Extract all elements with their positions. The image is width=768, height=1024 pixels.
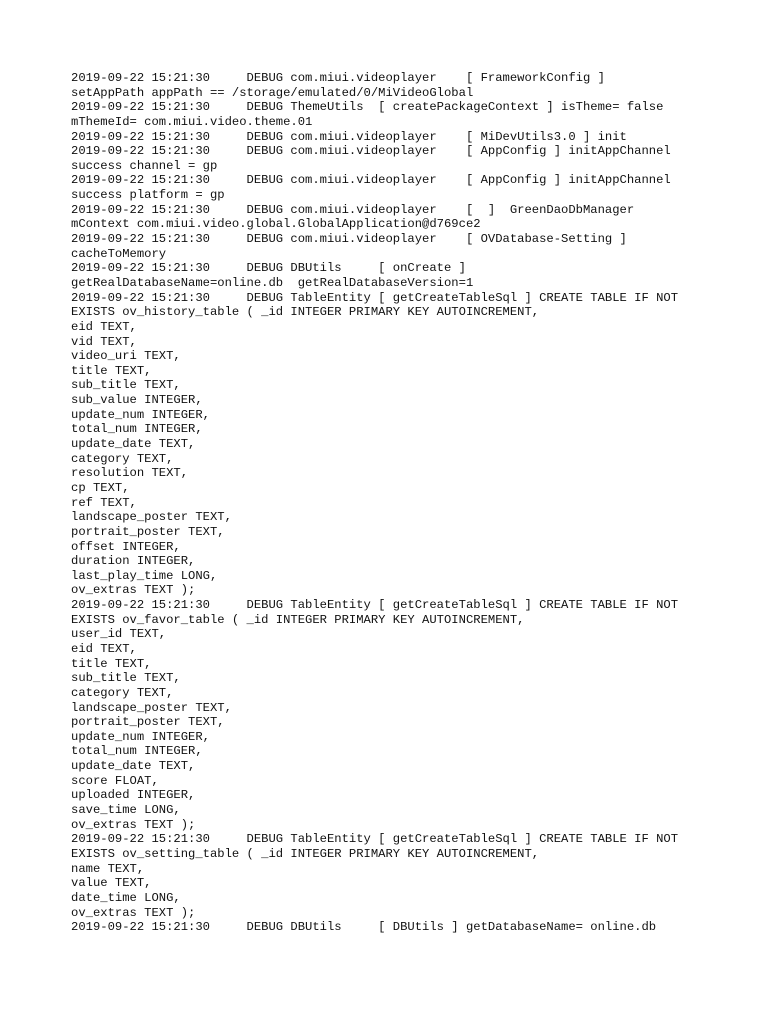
log-line: ov_extras TEXT ); <box>71 905 196 920</box>
log-line: update_date TEXT, <box>71 759 196 774</box>
log-line: offset INTEGER, <box>71 539 181 554</box>
log-line: ov_extras TEXT ); <box>71 817 196 832</box>
log-line: success platform = gp <box>71 188 225 203</box>
log-line: 2019-09-22 15:21:30 DEBUG DBUtils [ onCreate ] <box>71 261 466 276</box>
log-line: update_num INTEGER, <box>71 407 210 422</box>
log-line: eid TEXT, <box>71 319 137 334</box>
log-line: total_num INTEGER, <box>71 744 203 759</box>
log-line: vid TEXT, <box>71 334 137 349</box>
log-line: eid TEXT, <box>71 641 137 656</box>
log-line: sub_title TEXT, <box>71 671 181 686</box>
log-line: EXISTS ov_favor_table ( _id INTEGER PRIMARY KEY AUTOINCREMENT, <box>71 612 525 627</box>
log-line: sub_title TEXT, <box>71 378 181 393</box>
log-line: title TEXT, <box>71 656 152 671</box>
log-line: 2019-09-22 15:21:30 DEBUG com.miui.videoplayer [ FrameworkConfig ] <box>71 71 605 85</box>
log-line: mThemeId= com.miui.video.theme.01 <box>71 114 313 129</box>
log-line: 2019-09-22 15:21:30 DEBUG com.miui.videoplayer [ ] GreenDaoDbManager <box>71 202 635 217</box>
log-line: 2019-09-22 15:21:30 DEBUG TableEntity [ getCreateTableSql ] CREATE TABLE IF NOT <box>71 290 679 305</box>
log-line: 2019-09-22 15:21:30 DEBUG com.miui.videoplayer [ AppConfig ] initAppChannel <box>71 173 671 188</box>
log-line: title TEXT, <box>71 363 152 378</box>
log-line: EXISTS ov_setting_table ( _id INTEGER PRIMARY KEY AUTOINCREMENT, <box>71 846 540 861</box>
log-line: total_num INTEGER, <box>71 422 203 437</box>
log-line: 2019-09-22 15:21:30 DEBUG TableEntity [ getCreateTableSql ] CREATE TABLE IF NOT <box>71 832 679 847</box>
log-line: success channel = gp <box>71 158 218 173</box>
log-line: portrait_poster TEXT, <box>71 715 225 730</box>
log-line: getRealDatabaseName=online.db getRealDatabaseVersion=1 <box>71 275 474 290</box>
log-line: setAppPath appPath == /storage/emulated/0/MiVideoGlobal <box>71 85 474 100</box>
log-line: ov_extras TEXT ); <box>71 583 196 598</box>
log-line: user_id TEXT, <box>71 627 167 642</box>
log-line: category TEXT, <box>71 451 174 466</box>
log-line: sub_value INTEGER, <box>71 393 203 408</box>
log-line: ref TEXT, <box>71 495 137 510</box>
log-line: save_time LONG, <box>71 803 181 818</box>
log-line: update_num INTEGER, <box>71 729 210 744</box>
log-line: landscape_poster TEXT, <box>71 510 232 525</box>
log-line: name TEXT, <box>71 861 145 876</box>
log-line: mContext com.miui.video.global.GlobalApplication@d769ce2 <box>71 217 481 232</box>
log-line: 2019-09-22 15:21:30 DEBUG TableEntity [ getCreateTableSql ] CREATE TABLE IF NOT <box>71 598 679 613</box>
log-line: duration INTEGER, <box>71 554 196 569</box>
log-line: cp TEXT, <box>71 480 130 495</box>
log-line: value TEXT, <box>71 876 152 891</box>
log-line: category TEXT, <box>71 685 174 700</box>
log-line: portrait_poster TEXT, <box>71 524 225 539</box>
log-line: 2019-09-22 15:21:30 DEBUG com.miui.videoplayer [ MiDevUtils3.0 ] init <box>71 129 627 144</box>
log-line: resolution TEXT, <box>71 466 189 481</box>
log-line: EXISTS ov_history_table ( _id INTEGER PRIMARY KEY AUTOINCREMENT, <box>71 305 540 320</box>
log-line: update_date TEXT, <box>71 437 196 452</box>
log-line: last_play_time LONG, <box>71 568 218 583</box>
log-line: cacheToMemory <box>71 246 167 261</box>
log-line: score FLOAT, <box>71 773 159 788</box>
log-line: uploaded INTEGER, <box>71 788 196 803</box>
log-line: 2019-09-22 15:21:30 DEBUG ThemeUtils [ createPackageContext ] isTheme= false <box>71 100 664 115</box>
log-line: 2019-09-22 15:21:30 DEBUG com.miui.videoplayer [ OVDatabase-Setting ] <box>71 232 627 247</box>
log-line: 2019-09-22 15:21:30 DEBUG DBUtils [ DBUtils ] getDatabaseName= online.db <box>71 920 657 935</box>
log-line: 2019-09-22 15:21:30 DEBUG com.miui.videoplayer [ AppConfig ] initAppChannel <box>71 144 671 159</box>
log-text <box>71 71 711 935</box>
log-line: landscape_poster TEXT, <box>71 700 232 715</box>
log-line: video_uri TEXT, <box>71 349 181 364</box>
log-line: date_time LONG, <box>71 890 181 905</box>
